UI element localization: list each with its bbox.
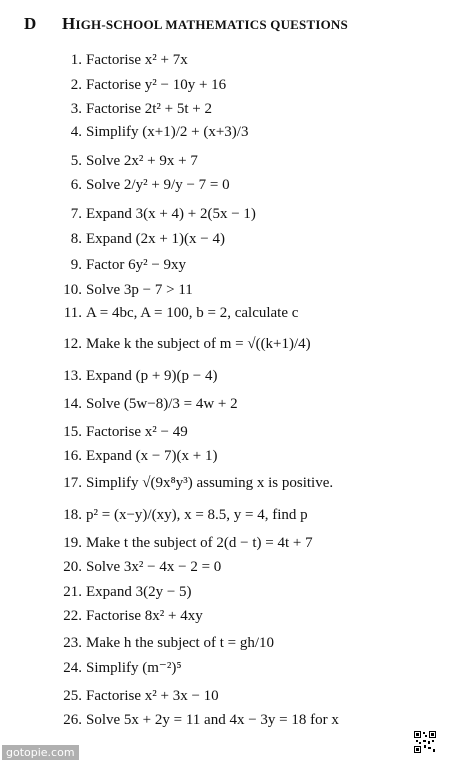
- question-text: Factor 6y² − 9xy: [86, 257, 187, 273]
- question-number: 3.: [70, 101, 82, 117]
- question-text: Expand (p + 9)(p − 4): [86, 368, 218, 384]
- question-number: 7.: [70, 206, 82, 222]
- question-text: Solve 3x² − 4x − 2 = 0: [86, 559, 222, 575]
- question-number: 26.: [63, 712, 82, 728]
- question-item: [60, 710, 339, 730]
- question-text: Simplify (x+1)/2 + (x+3)/3: [86, 124, 249, 140]
- question-text: Expand 3(2y − 5): [86, 584, 192, 600]
- question-number: 10.: [63, 282, 82, 298]
- question-number: 12.: [63, 336, 82, 352]
- question-text: Factorise x² − 49: [86, 424, 188, 440]
- section-title-part-2: MATHEMATICS QUESTIONS: [165, 17, 348, 32]
- question-item: [60, 75, 226, 95]
- question-item: [60, 505, 308, 525]
- question-text: Factorise x² + 7x: [86, 52, 188, 68]
- question-item: [60, 686, 219, 706]
- question-number: 13.: [63, 368, 82, 384]
- question-number: 25.: [63, 688, 82, 704]
- question-text: Make h the subject of t = gh/10: [86, 635, 275, 651]
- question-number: 17.: [63, 475, 82, 491]
- question-number: 6.: [70, 177, 82, 193]
- question-item: [60, 533, 313, 553]
- question-number: 22.: [63, 608, 82, 624]
- question-text: A = 4bc, A = 100, b = 2, calculate c: [86, 305, 299, 321]
- question-item: [60, 204, 256, 224]
- section-title-part-1: IGH-SCHOOL: [75, 17, 166, 32]
- question-text: Make k the subject of m = √((k+1)/4): [86, 336, 311, 352]
- question-number: 11.: [63, 305, 82, 321]
- question-item: [60, 151, 198, 171]
- question-text: Solve 2x² + 9x + 7: [86, 153, 198, 169]
- section-title: [62, 14, 348, 34]
- question-number: 24.: [63, 660, 82, 676]
- question-item: [60, 422, 188, 442]
- question-item: [60, 446, 217, 466]
- question-text: Make t the subject of 2(d − t) = 4t + 7: [86, 535, 313, 551]
- question-item: [60, 280, 193, 300]
- question-text: Solve 5x + 2y = 11 and 4x − 3y = 18 for x: [86, 712, 339, 728]
- question-text: Factorise x² + 3x − 10: [86, 688, 219, 704]
- question-number: 23.: [63, 635, 82, 651]
- question-item: [60, 582, 192, 602]
- question-item: [60, 633, 274, 653]
- question-item: [60, 366, 217, 386]
- question-item: [60, 50, 188, 70]
- question-text: Simplify √(9x⁸y³) assuming x is positive.: [86, 475, 334, 491]
- question-number: 4.: [70, 124, 82, 140]
- question-text: Factorise 8x² + 4xy: [86, 608, 203, 624]
- question-number: 5.: [70, 153, 82, 169]
- question-item: [60, 334, 311, 354]
- question-number: 19.: [63, 535, 82, 551]
- question-number: 21.: [63, 584, 82, 600]
- question-text: Expand 3(x + 4) + 2(5x − 1): [86, 206, 256, 222]
- question-text: Solve 2/y² + 9/y − 7 = 0: [86, 177, 230, 193]
- question-text: Factorise y² − 10y + 16: [86, 77, 227, 93]
- question-text: Solve 3p − 7 > 11: [86, 282, 193, 298]
- question-number: 2.: [70, 77, 82, 93]
- question-text: Solve (5w−8)/3 = 4w + 2: [86, 396, 238, 412]
- question-number: 14.: [63, 396, 82, 412]
- question-text: p² = (x−y)/(xy), x = 8.5, y = 4, find p: [86, 507, 308, 523]
- question-number: 1.: [70, 52, 82, 68]
- question-item: [60, 473, 333, 493]
- question-text: Expand (2x + 1)(x − 4): [86, 231, 225, 247]
- question-item: [60, 303, 298, 323]
- question-number: 18.: [63, 507, 82, 523]
- section-title-cap: H: [62, 14, 76, 33]
- question-item: [60, 122, 248, 142]
- question-number: 9.: [70, 257, 82, 273]
- question-number: 20.: [63, 559, 82, 575]
- question-item: [60, 99, 212, 119]
- question-number: 8.: [70, 231, 82, 247]
- question-text: Expand (x − 7)(x + 1): [86, 448, 218, 464]
- question-text: Simplify (m⁻²)⁵: [86, 660, 182, 676]
- question-number: 15.: [63, 424, 82, 440]
- question-number: 16.: [63, 448, 82, 464]
- question-item: [60, 394, 238, 414]
- question-item: [60, 229, 225, 249]
- section-letter: D: [24, 14, 37, 33]
- question-item: [60, 658, 182, 678]
- question-item: [60, 557, 221, 577]
- watermark: gotopie.com: [2, 745, 79, 760]
- question-item: [60, 175, 230, 195]
- qr-code-icon: [414, 731, 436, 753]
- question-text: Factorise 2t² + 5t + 2: [86, 101, 212, 117]
- question-item: [60, 606, 203, 626]
- question-item: [60, 255, 186, 275]
